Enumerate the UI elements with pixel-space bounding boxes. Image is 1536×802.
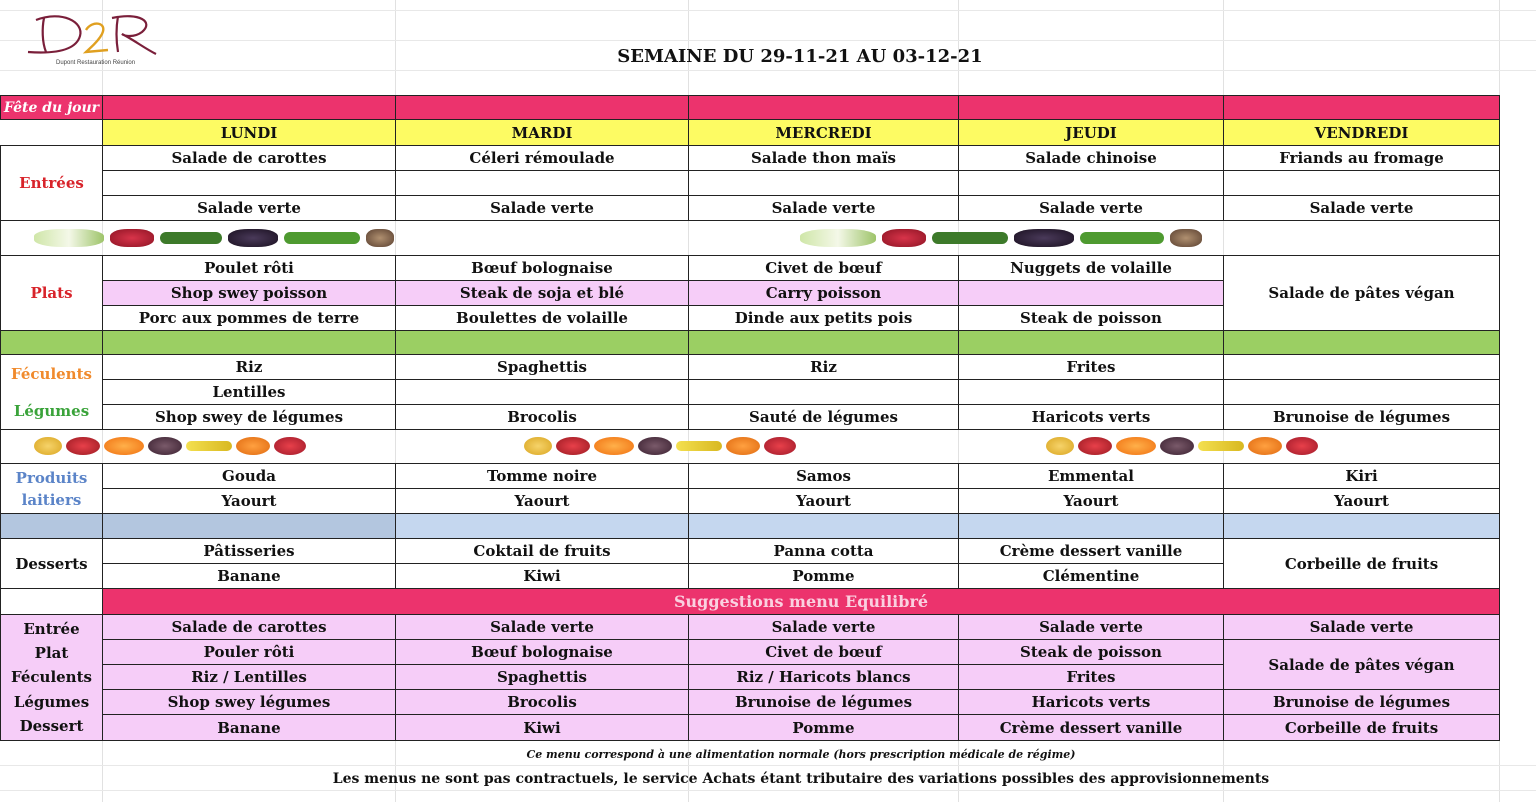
menu-cell-plat: Shop swey poisson xyxy=(102,280,396,306)
sugg-cell-legumes: Haricots verts xyxy=(958,689,1224,715)
suggestions-labels xyxy=(0,614,103,741)
menu-cell-feculent: Spaghettis xyxy=(395,354,689,380)
strawberry-icon xyxy=(1078,437,1112,455)
sugg-cell-entree: Salade de carottes xyxy=(102,614,396,640)
menu-cell-feculent xyxy=(395,379,689,405)
zucchini-icon xyxy=(160,232,222,244)
raspberry-icon xyxy=(274,437,306,455)
menu-cell-entree: Salade thon maïs xyxy=(688,145,959,171)
fruit-images xyxy=(524,435,796,457)
menu-cell-plat: Dinde aux petits pois xyxy=(688,305,959,331)
menu-cell-feculent xyxy=(1223,354,1500,380)
sugg-cell-dessert: Pomme xyxy=(688,714,959,741)
label-feculents: Féculents xyxy=(11,364,92,383)
banana-icon xyxy=(676,441,722,451)
menu-cell-dessert: Panna cotta xyxy=(688,538,959,564)
menu-cell-plat: Steak de poisson xyxy=(958,305,1224,331)
sugg-cell-plat: Steak de poisson xyxy=(958,639,1224,665)
logo-subtitle: Dupont Restauration Réunion xyxy=(56,60,136,66)
sugg-cell-plat: Civet de bœuf xyxy=(688,639,959,665)
menu-cell-laitier: Gouda xyxy=(102,463,396,489)
menu-cell-laitier: Samos xyxy=(688,463,959,489)
menu-cell-feculent: Lentilles xyxy=(102,379,396,405)
menu-cell-dessert: Crème dessert vanille xyxy=(958,538,1224,564)
separator-blue xyxy=(395,513,689,539)
label-produits: Produits xyxy=(15,468,88,487)
label-laitiers xyxy=(0,463,103,514)
menu-cell-entree: Céleri rémoulade xyxy=(395,145,689,171)
menu-cell-dessert: Pomme xyxy=(688,563,959,589)
menu-cell-legume: Sauté de légumes xyxy=(688,404,959,430)
separator-blue xyxy=(0,513,103,539)
menu-cell-entree xyxy=(1223,170,1500,196)
sugg-cell-legumes: Brunoise de légumes xyxy=(1223,689,1500,715)
sugg-cell-entree: Salade verte xyxy=(688,614,959,640)
separator-green xyxy=(395,330,689,355)
menu-cell-entree: Salade verte xyxy=(688,195,959,221)
day-header: JEUDI xyxy=(958,119,1224,146)
menu-cell-laitier: Tomme noire xyxy=(395,463,689,489)
menu-cell-legume: Brunoise de légumes xyxy=(1223,404,1500,430)
menu-cell-plat: Porc aux pommes de terre xyxy=(102,305,396,331)
sugg-cell-dessert: Crème dessert vanille xyxy=(958,714,1224,741)
menu-cell-feculent: Riz xyxy=(688,354,959,380)
fete-cell xyxy=(688,95,959,120)
mushroom-icon xyxy=(366,229,394,247)
menu-cell-laitier: Kiri xyxy=(1223,463,1500,489)
sugg-cell-dessert: Kiwi xyxy=(395,714,689,741)
menu-cell-laitier: Yaourt xyxy=(395,488,689,514)
menu-cell-entree: Friands au fromage xyxy=(1223,145,1500,171)
menu-cell-feculent: Riz xyxy=(102,354,396,380)
eggplant-icon xyxy=(228,229,278,247)
label-entrees: Entrées xyxy=(0,145,103,221)
menu-cell-entree xyxy=(958,170,1224,196)
menu-cell-plat: Boulettes de volaille xyxy=(395,305,689,331)
menu-cell-entree xyxy=(395,170,689,196)
eggplant-icon xyxy=(1014,229,1074,247)
day-header: MARDI xyxy=(395,119,689,146)
mushroom-icon xyxy=(1170,229,1202,247)
menu-cell-laitier: Yaourt xyxy=(102,488,396,514)
label-plats: Plats xyxy=(0,255,103,331)
fruit-images xyxy=(1046,435,1318,457)
plat-vendredi: Salade de pâtes végan xyxy=(1223,255,1500,331)
fig-icon xyxy=(1160,437,1194,455)
menu-cell-plat: Steak de soja et blé xyxy=(395,280,689,306)
menu-cell-legume: Brocolis xyxy=(395,404,689,430)
menu-cell-plat: Bœuf bolognaise xyxy=(395,255,689,281)
lemon-icon xyxy=(1046,437,1074,455)
separator-blue xyxy=(1223,513,1500,539)
sugg-cell-legumes: Brunoise de légumes xyxy=(688,689,959,715)
pomegranate-icon xyxy=(110,229,154,247)
sugg-cell-dessert: Banane xyxy=(102,714,396,741)
menu-cell-laitier: Yaourt xyxy=(1223,488,1500,514)
sugg-label: Entrée xyxy=(23,620,80,639)
separator-green xyxy=(102,330,396,355)
menu-cell-entree xyxy=(102,170,396,196)
orange-icon xyxy=(1116,437,1156,455)
menu-cell-legume: Shop swey de légumes xyxy=(102,404,396,430)
sugg-cell-entree: Salade verte xyxy=(958,614,1224,640)
disclaimer: Les menus ne sont pas contractuels, le service Achats étant tributaire des variations possibles des approvisionnements xyxy=(332,771,1270,787)
apricot-icon xyxy=(236,437,270,455)
sugg-label: Légumes xyxy=(13,692,90,711)
menu-cell-entree: Salade verte xyxy=(1223,195,1500,221)
fig-icon xyxy=(148,437,182,455)
fete-cell xyxy=(102,95,396,120)
menu-cell-entree: Salade verte xyxy=(958,195,1224,221)
sugg-cell-entree: Salade verte xyxy=(1223,614,1500,640)
fennel-icon xyxy=(34,229,104,247)
apricot-icon xyxy=(1248,437,1282,455)
fruit-images xyxy=(34,435,306,457)
suggestions-title: Suggestions menu Equilibré xyxy=(102,588,1500,615)
separator-green xyxy=(958,330,1224,355)
suggestions-corner xyxy=(0,588,103,615)
strawberry-icon xyxy=(66,437,100,455)
day-header: LUNDI xyxy=(102,119,396,146)
separator-blue xyxy=(688,513,959,539)
sugg-label: Dessert xyxy=(19,716,84,735)
menu-cell-plat xyxy=(958,280,1224,306)
raspberry-icon xyxy=(1286,437,1318,455)
separator-blue xyxy=(102,513,396,539)
logo xyxy=(22,8,162,70)
fig-icon xyxy=(638,437,672,455)
sugg-label: Plat xyxy=(34,644,69,663)
fete-cell xyxy=(958,95,1224,120)
separator-blue xyxy=(958,513,1224,539)
menu-cell-laitier: Yaourt xyxy=(688,488,959,514)
menu-cell-dessert: Clémentine xyxy=(958,563,1224,589)
zucchini-icon xyxy=(932,232,1008,244)
apricot-icon xyxy=(726,437,760,455)
fennel-icon xyxy=(800,229,876,247)
banana-icon xyxy=(186,441,232,451)
beans-icon xyxy=(1080,232,1164,244)
logo-icon xyxy=(22,8,162,60)
vegetable-images xyxy=(800,227,1202,249)
menu-cell-feculent xyxy=(958,379,1224,405)
menu-cell-dessert: Banane xyxy=(102,563,396,589)
sugg-cell-feculents: Spaghettis xyxy=(395,664,689,690)
menu-cell-legume: Haricots verts xyxy=(958,404,1224,430)
sugg-cell-feculents: Riz / Haricots blancs xyxy=(688,664,959,690)
sugg-cell-plat: Pouler rôti xyxy=(102,639,396,665)
menu-cell-feculent: Frites xyxy=(958,354,1224,380)
fete-cell xyxy=(395,95,689,120)
sugg-cell-plat: Bœuf bolognaise xyxy=(395,639,689,665)
menu-cell-entree: Salade verte xyxy=(102,195,396,221)
page-title: SEMAINE DU 29-11-21 AU 03-12-21 xyxy=(617,45,983,67)
separator-green xyxy=(0,330,103,355)
lemon-icon xyxy=(34,437,62,455)
vegetable-images xyxy=(34,227,394,249)
menu-cell-entree: Salade verte xyxy=(395,195,689,221)
label-laitiers-text: laitiers xyxy=(21,490,82,509)
day-header: MERCREDI xyxy=(688,119,959,146)
fete-cell xyxy=(1223,95,1500,120)
separator-green xyxy=(688,330,959,355)
sugg-cell-legumes: Shop swey légumes xyxy=(102,689,396,715)
sugg-cell-dessert: Corbeille de fruits xyxy=(1223,714,1500,741)
menu-cell-entree: Salade de carottes xyxy=(102,145,396,171)
menu-cell-plat: Carry poisson xyxy=(688,280,959,306)
pomegranate-icon xyxy=(882,229,926,247)
footnote: Ce menu correspond à une alimentation normale (hors prescription médicale de régime) xyxy=(526,747,1076,761)
sugg-label: Féculents xyxy=(11,668,92,687)
menu-cell-plat: Civet de bœuf xyxy=(688,255,959,281)
menu-cell-plat: Poulet rôti xyxy=(102,255,396,281)
strawberry-icon xyxy=(556,437,590,455)
separator-green xyxy=(1223,330,1500,355)
menu-cell-entree xyxy=(688,170,959,196)
orange-icon xyxy=(594,437,634,455)
menu-cell-dessert: Coktail de fruits xyxy=(395,538,689,564)
sugg-cell-feculents: Riz / Lentilles xyxy=(102,664,396,690)
label-legumes: Légumes xyxy=(13,401,90,420)
menu-cell-entree: Salade chinoise xyxy=(958,145,1224,171)
dessert-vendredi: Corbeille de fruits xyxy=(1223,538,1500,589)
menu-cell-plat: Nuggets de volaille xyxy=(958,255,1224,281)
sugg-cell-legumes: Brocolis xyxy=(395,689,689,715)
fete-label: Fête du jour xyxy=(0,95,103,120)
menu-cell-feculent xyxy=(1223,379,1500,405)
menu-cell-laitier: Emmental xyxy=(958,463,1224,489)
orange-icon xyxy=(104,437,144,455)
lemon-icon xyxy=(524,437,552,455)
banana-icon xyxy=(1198,441,1244,451)
raspberry-icon xyxy=(764,437,796,455)
menu-cell-feculent xyxy=(688,379,959,405)
beans-icon xyxy=(284,232,360,244)
menu-cell-dessert: Pâtisseries xyxy=(102,538,396,564)
menu-cell-dessert: Kiwi xyxy=(395,563,689,589)
menu-cell-laitier: Yaourt xyxy=(958,488,1224,514)
sugg-cell-entree: Salade verte xyxy=(395,614,689,640)
label-desserts: Desserts xyxy=(0,538,103,589)
day-header: VENDREDI xyxy=(1223,119,1500,146)
sugg-cell-feculents: Frites xyxy=(958,664,1224,690)
sugg-plat-vendredi: Salade de pâtes végan xyxy=(1223,639,1500,690)
label-feculents-legumes xyxy=(0,354,103,430)
